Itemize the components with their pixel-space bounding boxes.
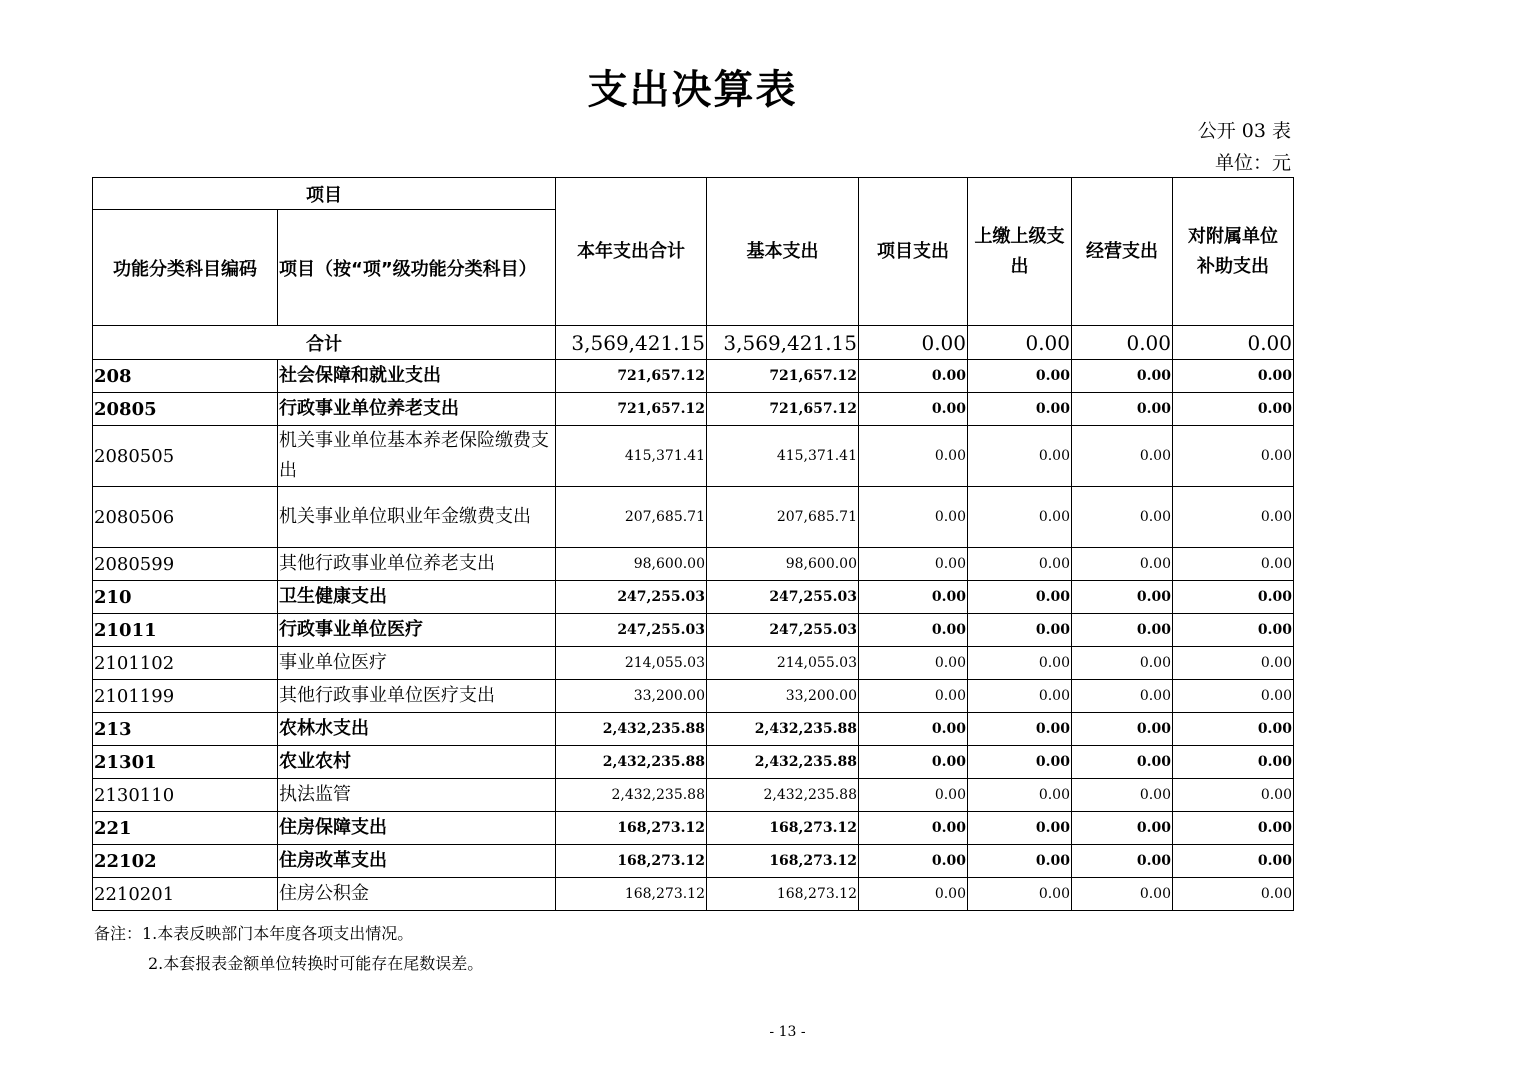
row-business: 0.00 xyxy=(1072,647,1173,680)
row-project: 0.00 xyxy=(859,713,968,746)
table-row xyxy=(93,878,1294,911)
header-total: 本年支出合计 xyxy=(556,178,707,326)
table-row xyxy=(93,647,1294,680)
row-code: 2101199 xyxy=(93,680,278,713)
row-name: 农林水支出 xyxy=(278,713,556,746)
row-name: 住房公积金 xyxy=(278,878,556,911)
row-subsidy: 0.00 xyxy=(1173,360,1294,393)
total-label: 合计 xyxy=(93,326,556,360)
row-basic: 415,371.41 xyxy=(707,426,859,487)
row-name: 机关事业单位职业年金缴费支出 xyxy=(278,487,556,548)
row-business: 0.00 xyxy=(1072,746,1173,779)
row-code: 21011 xyxy=(93,614,278,647)
row-subsidy: 0.00 xyxy=(1173,812,1294,845)
table-row xyxy=(93,360,1294,393)
row-code: 2080599 xyxy=(93,548,278,581)
row-basic: 168,273.12 xyxy=(707,812,859,845)
row-project: 0.00 xyxy=(859,487,968,548)
total-basic: 3,569,421.15 xyxy=(707,326,859,360)
note-2: 2.本套报表金额单位转换时可能存在尾数误差。 xyxy=(148,954,484,973)
row-total: 2,432,235.88 xyxy=(556,779,707,812)
row-name: 执法监管 xyxy=(278,779,556,812)
header-code: 功能分类科目编码 xyxy=(93,210,278,326)
row-remit: 0.00 xyxy=(968,680,1072,713)
row-name: 住房改革支出 xyxy=(278,845,556,878)
total-project: 0.00 xyxy=(859,326,968,360)
row-code: 2130110 xyxy=(93,779,278,812)
row-name: 其他行政事业单位养老支出 xyxy=(278,548,556,581)
row-name: 行政事业单位医疗 xyxy=(278,614,556,647)
total-remit: 0.00 xyxy=(968,326,1072,360)
row-subsidy: 0.00 xyxy=(1173,746,1294,779)
table-row xyxy=(93,713,1294,746)
row-business: 0.00 xyxy=(1072,548,1173,581)
table-row xyxy=(93,779,1294,812)
row-remit: 0.00 xyxy=(968,713,1072,746)
row-project: 0.00 xyxy=(859,614,968,647)
row-business: 0.00 xyxy=(1072,614,1173,647)
row-business: 0.00 xyxy=(1072,581,1173,614)
row-project: 0.00 xyxy=(859,426,968,487)
row-business: 0.00 xyxy=(1072,487,1173,548)
row-business: 0.00 xyxy=(1072,878,1173,911)
row-project: 0.00 xyxy=(859,548,968,581)
row-code: 21301 xyxy=(93,746,278,779)
row-basic: 247,255.03 xyxy=(707,581,859,614)
row-remit: 0.00 xyxy=(968,426,1072,487)
table-row xyxy=(93,426,1294,487)
row-name: 住房保障支出 xyxy=(278,812,556,845)
row-subsidy: 0.00 xyxy=(1173,393,1294,426)
row-project: 0.00 xyxy=(859,360,968,393)
row-business: 0.00 xyxy=(1072,845,1173,878)
table-row xyxy=(93,812,1294,845)
row-name: 卫生健康支出 xyxy=(278,581,556,614)
row-business: 0.00 xyxy=(1072,426,1173,487)
expenditure-table xyxy=(92,177,1294,911)
row-total: 2,432,235.88 xyxy=(556,713,707,746)
page-number: - 13 - xyxy=(769,1024,806,1040)
row-remit: 0.00 xyxy=(968,581,1072,614)
row-code: 2210201 xyxy=(93,878,278,911)
row-basic: 2,432,235.88 xyxy=(707,713,859,746)
table-row xyxy=(93,845,1294,878)
row-total: 247,255.03 xyxy=(556,614,707,647)
row-total: 168,273.12 xyxy=(556,812,707,845)
row-subsidy: 0.00 xyxy=(1173,845,1294,878)
row-basic: 721,657.12 xyxy=(707,393,859,426)
page-title: 支出决算表 xyxy=(587,66,798,113)
row-project: 0.00 xyxy=(859,393,968,426)
row-name: 事业单位医疗 xyxy=(278,647,556,680)
row-code: 2101102 xyxy=(93,647,278,680)
row-remit: 0.00 xyxy=(968,779,1072,812)
row-subsidy: 0.00 xyxy=(1173,878,1294,911)
row-total: 721,657.12 xyxy=(556,393,707,426)
row-project: 0.00 xyxy=(859,647,968,680)
row-total: 207,685.71 xyxy=(556,487,707,548)
row-remit: 0.00 xyxy=(968,360,1072,393)
row-project: 0.00 xyxy=(859,680,968,713)
row-subsidy: 0.00 xyxy=(1173,614,1294,647)
unit-label: 单位：元 xyxy=(1214,152,1291,174)
total-subsidy: 0.00 xyxy=(1173,326,1294,360)
row-basic: 98,600.00 xyxy=(707,548,859,581)
row-remit: 0.00 xyxy=(968,812,1072,845)
row-remit: 0.00 xyxy=(968,746,1072,779)
row-subsidy: 0.00 xyxy=(1173,680,1294,713)
header-basic: 基本支出 xyxy=(707,178,859,326)
row-remit: 0.00 xyxy=(968,845,1072,878)
row-total: 214,055.03 xyxy=(556,647,707,680)
form-code: 公开 03 表 xyxy=(1197,120,1291,142)
table-row xyxy=(93,680,1294,713)
row-remit: 0.00 xyxy=(968,393,1072,426)
table-row xyxy=(93,393,1294,426)
row-name: 农业农村 xyxy=(278,746,556,779)
row-code: 208 xyxy=(93,360,278,393)
row-total: 168,273.12 xyxy=(556,878,707,911)
row-subsidy: 0.00 xyxy=(1173,426,1294,487)
header-project: 项目支出 xyxy=(859,178,968,326)
row-subsidy: 0.00 xyxy=(1173,487,1294,548)
row-project: 0.00 xyxy=(859,845,968,878)
total-total: 3,569,421.15 xyxy=(556,326,707,360)
row-basic: 168,273.12 xyxy=(707,878,859,911)
row-remit: 0.00 xyxy=(968,647,1072,680)
row-name: 社会保障和就业支出 xyxy=(278,360,556,393)
table-row xyxy=(93,581,1294,614)
row-project: 0.00 xyxy=(859,746,968,779)
row-name: 机关事业单位基本养老保险缴费支出 xyxy=(278,426,556,487)
header-project-group: 项目 xyxy=(93,178,556,210)
row-code: 2080505 xyxy=(93,426,278,487)
row-total: 33,200.00 xyxy=(556,680,707,713)
row-business: 0.00 xyxy=(1072,713,1173,746)
row-total: 247,255.03 xyxy=(556,581,707,614)
row-code: 213 xyxy=(93,713,278,746)
header-name: 项目（按“项”级功能分类科目） xyxy=(278,210,556,326)
note-1: 备注：1.本表反映部门本年度各项支出情况。 xyxy=(94,924,414,943)
table-row xyxy=(93,614,1294,647)
row-subsidy: 0.00 xyxy=(1173,713,1294,746)
header-subsidy: 对附属单位补助支出 xyxy=(1173,178,1294,326)
row-code: 2080506 xyxy=(93,487,278,548)
row-code: 221 xyxy=(93,812,278,845)
row-business: 0.00 xyxy=(1072,680,1173,713)
row-business: 0.00 xyxy=(1072,779,1173,812)
table-row xyxy=(93,548,1294,581)
table-row xyxy=(93,487,1294,548)
row-total: 2,432,235.88 xyxy=(556,746,707,779)
row-basic: 33,200.00 xyxy=(707,680,859,713)
row-subsidy: 0.00 xyxy=(1173,647,1294,680)
row-subsidy: 0.00 xyxy=(1173,779,1294,812)
total-row xyxy=(93,326,1294,360)
row-business: 0.00 xyxy=(1072,812,1173,845)
row-project: 0.00 xyxy=(859,878,968,911)
row-total: 168,273.12 xyxy=(556,845,707,878)
row-basic: 168,273.12 xyxy=(707,845,859,878)
row-basic: 247,255.03 xyxy=(707,614,859,647)
row-subsidy: 0.00 xyxy=(1173,581,1294,614)
header-remit: 上缴上级支出 xyxy=(968,178,1072,326)
row-project: 0.00 xyxy=(859,779,968,812)
row-code: 22102 xyxy=(93,845,278,878)
row-basic: 207,685.71 xyxy=(707,487,859,548)
row-remit: 0.00 xyxy=(968,548,1072,581)
row-name: 其他行政事业单位医疗支出 xyxy=(278,680,556,713)
row-project: 0.00 xyxy=(859,812,968,845)
row-remit: 0.00 xyxy=(968,614,1072,647)
table-row xyxy=(93,746,1294,779)
row-total: 721,657.12 xyxy=(556,360,707,393)
row-name: 行政事业单位养老支出 xyxy=(278,393,556,426)
row-project: 0.00 xyxy=(859,581,968,614)
header-business: 经营支出 xyxy=(1072,178,1173,326)
row-total: 415,371.41 xyxy=(556,426,707,487)
total-business: 0.00 xyxy=(1072,326,1173,360)
row-business: 0.00 xyxy=(1072,393,1173,426)
row-remit: 0.00 xyxy=(968,487,1072,548)
row-code: 20805 xyxy=(93,393,278,426)
row-total: 98,600.00 xyxy=(556,548,707,581)
row-basic: 214,055.03 xyxy=(707,647,859,680)
row-subsidy: 0.00 xyxy=(1173,548,1294,581)
row-basic: 2,432,235.88 xyxy=(707,746,859,779)
row-basic: 721,657.12 xyxy=(707,360,859,393)
row-code: 210 xyxy=(93,581,278,614)
row-business: 0.00 xyxy=(1072,360,1173,393)
row-remit: 0.00 xyxy=(968,878,1072,911)
row-basic: 2,432,235.88 xyxy=(707,779,859,812)
